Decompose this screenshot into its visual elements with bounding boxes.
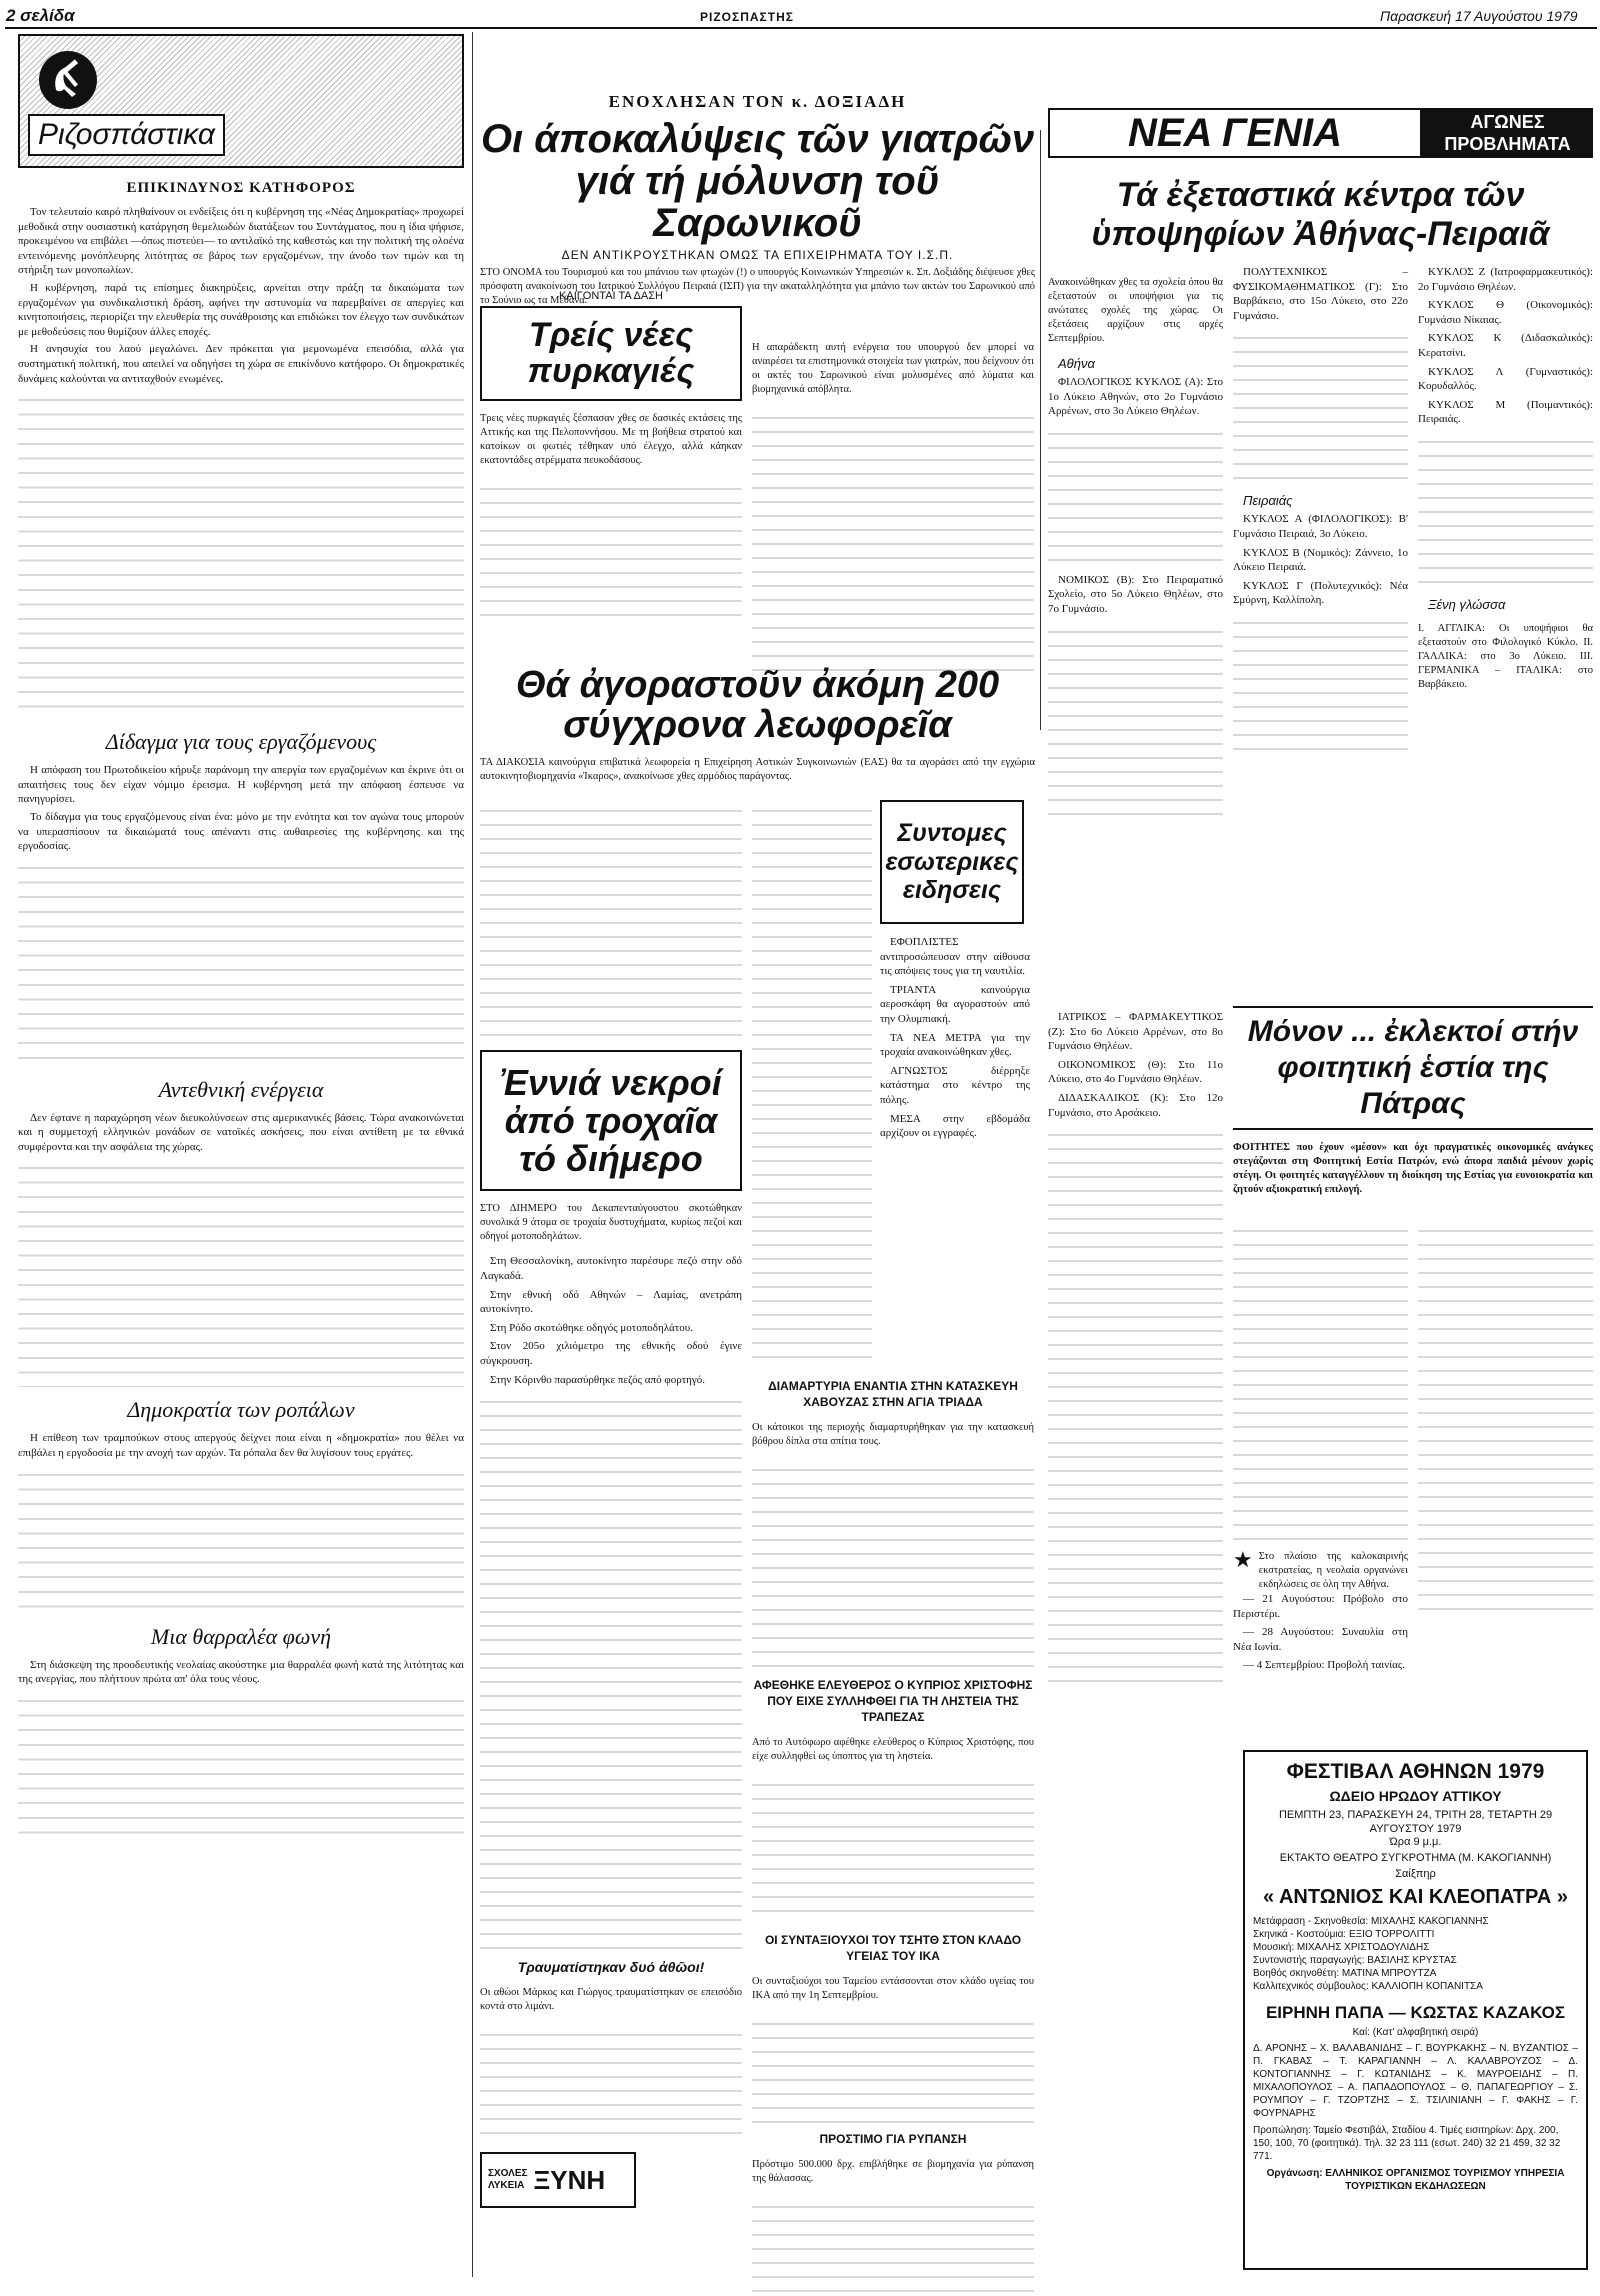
- student-body-a: [1233, 1220, 1408, 1540]
- circle-item: ΚΥΚΛΟΣ Ζ (Ιατροφαρμακευτικός): 2ο Γυμνάσιο Θηλέων.: [1418, 266, 1593, 293]
- deaths-headline-box: [480, 1050, 742, 1191]
- foreign-paragraph: Ι. ΑΓΓΛΙΚΑ: Οι υποψήφιοι θα εξεταστούν στο Φιλολογικό Κύκλο. ΙΙ. ΓΑΛΛΙΚΑ: στο 3ο Λύκειο. ΙΙΙ. ΓΕΡΜΑΝΙΚΑ – ΙΤΑΛΙΚΑ: στο Βαρβάκειο.: [1418, 623, 1593, 691]
- short-news-title: Συντομες εσωτερικες ειδησεις: [885, 818, 1019, 905]
- credit-line: Μετάφραση - Σκηνοθεσία: ΜΙΧΑΛΗΣ ΚΑΚΟΓΙΑΝΝΗΣ: [1253, 1916, 1489, 1927]
- text-block: [1233, 327, 1408, 487]
- news-item: ΑΓΝΩΣΤΟΣ διέρρηξε κατάστημα στο κέντρο της πόλης.: [880, 1064, 1030, 1106]
- column-right-a: [1048, 265, 1223, 821]
- news-item: ΕΦΟΠΛΙΣΤΕΣ αντιπροσώπευσαν στην αίθουσα τις απόψεις τους για τη ναυτιλία.: [880, 936, 1030, 978]
- text-block: [752, 1774, 1034, 1924]
- fires-kicker: ΚΑΙΓΟΝΤΑΙ ΤΑ ΔΑΣΗ: [559, 290, 663, 302]
- editorial-paragraph: Η κυβέρνηση, παρά τις επίσημες διακηρύξεις, αρνείται στην πράξη τα δικαιώματα των εργαζομένων για συνδικαλιστική δράση, αφήνει την αστυνομία να παρεμβαίνει σε απεργίες και κινητοποιήσεις, περιορίζει την ελευθερία της συνάθροισης και επιδιώκει τον έλεγχο των συνδικάτων με μεθοδεύσεις που θυμίζουν άλλες εποχές.: [18, 281, 464, 338]
- buses-article: [480, 660, 1035, 795]
- hammer-sickle-icon: [38, 50, 98, 110]
- circle-item: ΔΙΔΑΣΚΑΛΙΚΟΣ (Κ): Στο 12ο Γυμνάσιο, στο Αρσάκειο.: [1048, 1091, 1223, 1119]
- banner-tag-2: ΠΡΟΒΛΗΜΑΤΑ: [1444, 134, 1571, 154]
- text-block: [752, 2013, 1034, 2123]
- banner-tag-1: ΑΓΩΝΕΣ: [1470, 112, 1545, 132]
- accident-item: Στην Κόρινθο παρασύρθηκε πεζός από φορτηγό.: [490, 1373, 705, 1386]
- short-news-list: [880, 935, 1030, 1145]
- foreign-heading: Ξένη γλώσσα: [1428, 596, 1506, 612]
- fires-headline-box: [480, 306, 742, 401]
- editorial-headline: ΕΠΙΚΙΝΔΥΝΟΣ ΚΑΤΗΦΟΡΟΣ: [126, 180, 356, 196]
- paragraph: Δεν έφτανε η παραχώρηση νέων διευκολύνσεων στις αμερικανικές βάσεις. Τώρα ανακοινώνεται και η συμμετοχή ελληνικών μονάδων σε νατοϊκές ασκήσεις, που είναι αντίθετη με τα εθνικά συμφέροντα και την ασφάλεια της χώρας.: [18, 1111, 464, 1153]
- headline-subtitle: ΔΕΝ ΑΝΤΙΚΡΟΥΣΤΗΚΑΝ ΟΜΩΣ ΤΑ ΕΠΙΧΕΙΡΗΜΑΤΑ ΤΟΥ Ι.Σ.Π.: [561, 248, 954, 262]
- banner-title: ΝΕΑ ΓΕΝΙΑ: [1048, 108, 1422, 158]
- column-center-right: [752, 330, 1034, 677]
- short-news-box: [880, 800, 1024, 924]
- circle-item: ΝΟΜΙΚΟΣ (Β): Στο Πειραματικό Σχολείο, στο 5ο Λύκειο Θηλέων, στο 7ο Γυμνάσιο.: [1048, 573, 1223, 615]
- ika-headline: ΟΙ ΣΥΝΤΑΞΙΟΥΧΟΙ ΤΟΥ ΤΣΗΤΘ ΣΤΟΝ ΚΛΑΔΟ ΥΓΕΙΑΣ ΤΟΥ ΙΚΑ: [764, 1933, 1022, 1963]
- demo-headline: ΔΙΑΜΑΡΤΥΡΙΑ ΕΝΑΝΤΙΑ ΣΤΗΝ ΚΑΤΑΣΚΕΥΗ ΧΑΒΟΥΖΑΣ ΣΤΗΝ ΑΓΙΑ ΤΡΙΑΔΑ: [768, 1379, 1018, 1409]
- text-block: [18, 389, 464, 719]
- event-item: — 28 Αυγούστου: Συναυλία στη Νέα Ιωνία.: [1233, 1626, 1408, 1653]
- buses-lead: ΤΑ ΔΙΑΚΟΣΙΑ καινούργια επιβατικά λεωφορεία η Επιχείρηση Αστικών Συγκοινωνιών (ΕΑΣ) θα τα αγοράσει από την εγχώρια αυτοκινητοβιομηχανία «Ίκαρος», ανακοίνωσε χθες αρμόδιος παράγοντας.: [480, 757, 1035, 783]
- editorial-paragraph: Τον τελευταίο καιρό πληθαίνουν οι ενδείξεις ότι η κυβέρνηση της «Νέας Δημοκρατίας» προχωρεί μεθοδικά στην ουσιαστική κατάργηση θεμελιωδών διατάξεων του Συντάγματος, που η ίδια ψήφισε, προκειμένου να επιβάλει —όπως πιστεύει— το αντιλαϊκό της καθεστώς και την πολιτική της ολοένα εντεινόμενης μονόπλευρης λιτότητας σε βάρος των εργαζομένων, την άνοδο των τιμών και τη στήριξη των μονοπωλίων.: [18, 206, 464, 277]
- exam-headline: Τά ἐξεταστικά κέντρα τῶν ὑποψηφίων Ἀθήνας-Πειραιᾶ: [1091, 176, 1550, 254]
- logo-wordmark: Ριζοσπάστικα: [28, 114, 225, 156]
- festival-dates: ΠΕΜΠΤΗ 23, ΠΑΡΑΣΚΕΥΗ 24, ΤΡΙΤΗ 28, ΤΕΤΑΡΤΗ 29 ΑΥΓΟΥΣΤΟΥ 1979: [1278, 1809, 1553, 1835]
- fine-paragraph: Πρόστιμο 500.000 δρχ. επιβλήθηκε σε βιομηχανία για ρύπανση της θάλασσας.: [752, 2158, 1034, 2184]
- events-intro: Στο πλαίσιο της καλοκαιρινής εκστρατείας, η νεολαία οργανώνει εκδηλώσεις σε όλη την Αθήνα.: [1258, 1551, 1408, 1590]
- section-heading: Δίδαγμα για τους εργαζόμενους: [105, 729, 377, 755]
- exam-centers-article: [1048, 170, 1593, 260]
- saronikos-continued: Η απαράδεκτη αυτή ενέργεια του υπουργού δεν μπορεί να αναιρέσει τα επιστημονικά στοιχεία των γιατρών, που δείχνουν ότι οι ακτές του Σαρωνικού είναι μολυσμένες από λύματα και βιομηχανικά απόβλητα.: [752, 341, 1034, 395]
- text-block: [1048, 621, 1223, 821]
- text-block: [1233, 612, 1408, 762]
- city-heading: Αθήνα: [1058, 356, 1095, 371]
- injured-paragraph: Οι αθώοι Μάρκος και Γιώργος τραυματίστηκαν σε επεισόδιο κοντά στο λιμάνι.: [480, 1986, 742, 2012]
- festival-venue: ΩΔΕΙΟ ΗΡΩΔΟΥ ΑΤΤΙΚΟΥ: [1329, 1788, 1502, 1804]
- deaths-lead: ΣΤΟ ΔΙΗΜΕΡΟ του Δεκαπενταύγουστου σκοτώθηκαν συνολικά 9 άτομα σε τροχαία δυστυχήματα, κυρίως πεζοί και οδηγοί μοτοποδηλάτων.: [480, 1202, 742, 1242]
- text-block: [480, 1391, 742, 1951]
- page-number: 2 σελίδα: [6, 6, 75, 25]
- circle-item: ΚΥΚΛΟΣ Γ (Πολυτεχνικός): Νέα Σμύρνη, Καλλίπολη.: [1233, 579, 1408, 607]
- circle-item: ΚΥΚΛΟΣ Λ (Γυμναστικός): Κορυδαλλός.: [1418, 365, 1593, 393]
- column-divider: [1040, 130, 1041, 730]
- text-block: [752, 2196, 1034, 2296]
- released-headline: ΑΦΕΘΗΚΕ ΕΛΕΥΘΕΡΟΣ Ο ΚΥΠΡΙΟΣ ΧΡΙΣΤΟΦΗΣ ΠΟΥ ΕΙΧΕ ΣΥΛΛΗΦΘΕΙ ΓΙΑ ΤΗ ΛΗΣΤΕΙΑ ΤΗΣ ΤΡΑΠΕΖΑΣ: [753, 1678, 1033, 1724]
- paper-name: ΡΙΖΟΣΠΑΣΤΗΣ: [700, 10, 794, 24]
- saronikos-article: [480, 92, 1035, 312]
- masthead-rule: [5, 27, 1597, 29]
- injured-heading: Τραυματίστηκαν δυό ἀθῶοι!: [517, 1959, 705, 1976]
- section-heading: Αντεθνική ενέργεια: [158, 1076, 324, 1102]
- released-paragraph: Από το Αυτόφωρο αφέθηκε ελεύθερος ο Κύπριος Χριστόφης, που είχε συλληφθεί ως ύποπτος για τη ληστεία.: [752, 1736, 1034, 1762]
- paragraph: Η επίθεση των τραμπούκων στους απεργούς δείχνει ποια είναι η «δημοκρατία» που θέλει να επιβάλει η εργοδοσία με την ανοχή των αρχών. Τα ρόπαλα δεν θα λυγίσουν τους εργάτες.: [18, 1432, 464, 1460]
- text-block: [1048, 423, 1223, 573]
- editorial-paragraph: Η ανησυχία του λαού μεγαλώνει. Δεν πρόκειται για μεμονωμένα επεισόδια, αλλά για συστηματική πολιτική, που απειλεί να οδηγήσει τη χώρα σε επικίνδυνο κατήφορο. Οι δημοκρατικές δυνάμεις καλούνται να αντιταχθούν ενωμένες.: [18, 343, 464, 385]
- school-ad: [480, 2152, 636, 2208]
- news-item: ΜΕΣΑ στην εβδομάδα αρχίζουν οι εγγραφές.: [880, 1112, 1030, 1140]
- festival-ad: [1243, 1750, 1588, 2270]
- youth-events: [1233, 1550, 1408, 1677]
- deaths-headline: Ἐννιά νεκροί ἀπό τροχαῖα τό διήμερο: [500, 1062, 722, 1179]
- event-item: — 4 Σεπτεμβρίου: Προβολή ταινίας.: [1243, 1659, 1406, 1672]
- accident-item: Στην εθνική οδό Αθηνών – Λαμίας, ανετράπη αυτοκίνητο.: [480, 1288, 742, 1316]
- festival-company: ΕΚΤΑΚΤΟ ΘΕΑΤΡΟ ΣΥΓΚΡΟΤΗΜΑ (Μ. ΚΑΚΟΓΙΑΝΝΗ): [1279, 1852, 1552, 1864]
- circle-item: ΦΙΛΟΛΟΓΙΚΟΣ ΚΥΚΛΟΣ (Α): Στο 1ο Λύκειο Αθηνών, στο 2ο Γυμνάσιο Αρρένων, στο 3ο Λύκειο Θηλέων.: [1048, 376, 1223, 418]
- section-heading: Μια θαρραλέα φωνή: [150, 1623, 332, 1649]
- banner-tag: [1422, 108, 1593, 158]
- exam-intro: Ανακοινώθηκαν χθες τα σχολεία όπου θα εξεταστούν οι υποψήφιοι για τις ανώτατες σχολές της χώρας. Οι εξετάσεις αρχίζουν στις αρχές Σεπτεμβρίου.: [1048, 276, 1223, 344]
- credit-line: Βοηθός σκηνοθέτη: ΜΑΤΙΝΑ ΜΠΡΟΥΤΖΑ: [1253, 1968, 1437, 1979]
- buses-headline: Θά ἀγοραστοῦν ἀκόμη 200 σύγχρονα λεωφορεῖα: [515, 664, 1000, 746]
- paragraph: Στη διάσκεψη της προοδευτικής νεολαίας ακούστηκε μια θαρραλέα φωνή κατά της λιτότητας και της ανεργίας, που πλήττουν πρώτα απ' όλα τους νέους.: [18, 1658, 464, 1686]
- cast-intro: Καί: (Κατ' αλφαβητική σειρά): [1352, 2027, 1479, 2038]
- ad-label: ΣΧΟΛΕΣ: [488, 2168, 528, 2180]
- news-item: ΤΑ ΝΕΑ ΜΕΤΡΑ για την τροχαία ανακοινώθηκαν χθες.: [880, 1031, 1030, 1059]
- circle-item: ΟΙΚΟΝΟΜΙΚΟΣ (Θ): Στο 11ο Λύκειο, στο 4ο Γυμνάσιο Θηλέων.: [1048, 1058, 1223, 1086]
- fires-paragraph: Τρεις νέες πυρκαγιές ξέσπασαν χθες σε δασικές εκτάσεις της Αττικής και της Πελοποννήσου. Με τη βοήθεια στρατού και κατοίκων οι φωτιές τέθηκαν υπό έλεγχο, αλλά κάηκαν εκατοντάδες στρέμματα πευκοδάσους.: [480, 412, 742, 466]
- news-item: ΤΡΙΑΝΤΑ καινούργια αεροσκάφη θα αγοραστούν από την Ολυμπιακή.: [880, 983, 1030, 1025]
- paragraph: Η απόφαση του Πρωτοδικείου κήρυξε παράνομη την απεργία των εργαζομένων και έκρινε ότι οι απαιτήσεις τους δεν είχαν νόμιμο έρεισμα. Η κυβέρνηση μετά την απόφαση έσπευσε να πανηγυρίσει.: [18, 764, 464, 806]
- buses-body-a: [480, 800, 742, 1040]
- circle-item: ΚΥΚΛΟΣ Θ (Οικονομικός): Γυμνάσιο Νίκαιας.: [1418, 299, 1593, 326]
- lead-paragraph: ΣΤΟ ΟΝΟΜΑ του Τουρισμού και του μπάνιου των φτωχών (!) ο υπουργός Κοινωνικών Υπηρεσιών κ. Σπ. Δοξιάδης διέψευσε χθες πρόσφατη ανακοίνωση του Ιατρικού Συλλόγου Πειραιά (ΙΣΠ) για την ακαταλληλότητα για μπάνιο των ακτών του Σαρωνικού από το Σούνιο ως τα Μέθανα.: [480, 267, 1035, 306]
- column-left: [18, 34, 464, 1840]
- festival-play: « ΑΝΤΩΝΙΟΣ ΚΑΙ ΚΛΕΟΠΑΤΡΑ »: [1263, 1886, 1568, 1908]
- accident-item: Στη Θεσσαλονίκη, αυτοκίνητο παρέσυρε πεζό στην οδό Λαγκαδά.: [480, 1255, 742, 1282]
- festival-stars: ΕΙΡΗΝΗ ΠΑΠΑ — ΚΩΣΤΑΣ ΚΑΖΑΚΟΣ: [1265, 2003, 1566, 2022]
- ad-name: ΞΥΝΗ: [533, 2164, 606, 2195]
- festival-title: ΦΕΣΤΙΒΑΛ ΑΘΗΝΩΝ 1979: [1286, 1760, 1545, 1783]
- credit-line: Σκηνικά - Κοστούμια: ΕΞΙΟ ΤΟΡΡΟΛΙΤΤΙ: [1253, 1929, 1435, 1940]
- student-hostel-article: [1233, 1000, 1593, 1207]
- festival-tickets: Προπώληση: Ταμείο Φεστιβάλ, Σταδίου 4. Τιμές εισιτηρίων: Δρχ. 200, 150, 100, 70 (φοιτητικά). Τηλ. 32 23 111 (εσωτ. 240) 32 21 459, 32 32 771.: [1253, 2125, 1561, 2162]
- credit-line: Καλλιτεχνικός σύμβουλος: ΚΑΛΛΙΟΠΗ ΚΟΠΑΝΙΤΣΑ: [1253, 1981, 1483, 1992]
- column-divider: [472, 32, 473, 2277]
- student-body-b: [1418, 1220, 1593, 1620]
- exam-continued: [1048, 1010, 1223, 1684]
- text-block: [1418, 431, 1593, 591]
- festival-cast: Δ. ΑΡΟΝΗΣ – Χ. ΒΑΛΑΒΑΝΙΔΗΣ – Γ. ΒΟΥΡΚΑΚΗΣ – Ν. ΒΥΖΑΝΤΙΟΣ – Π. ΓΚΑΒΑΣ – Τ. ΚΑΡΑΓΙΑΝΝΗ – Λ. ΚΑΛΑΒΡΟΥΖΟΣ – Δ. ΚΟΝΤΟΓΙΑΝΝΗΣ – Γ. ΚΩΤΑΝΙΔΗΣ – Κ. ΜΑΥΡΟΕΙΔΗΣ – Π. ΜΙΧΑΛΟΠΟΥΛΟΣ – Α. ΠΑΠΑΔΟΠΟΥΛΟΣ – Θ. ΠΑΠΑΓΕΩΡΓΙΟΥ – Σ. ΡΟΥΜΠΟΥ – Γ. ΤΖΟΡΤΖΗΣ – Σ. ΤΣΙΛΙΝΙΑΝΗ – Γ. ΦΑΚΗΣ – Γ. ΦΟΥΡΝΑΡΗΣ: [1253, 2043, 1578, 2119]
- buses-body-b: [752, 800, 872, 1360]
- festival-time: Ώρα 9 μ.μ.: [1389, 1836, 1442, 1848]
- circle-item: ΚΥΚΛΟΣ Α (ΦΙΛΟΛΟΓΙΚΟΣ): Β' Γυμνάσιο Πειραιά, 3ο Λύκειο.: [1233, 513, 1408, 540]
- student-lead: ΦΟΙΤΗΤΕΣ που έχουν «μέσον» και όχι πραγματικές οικονομικές ανάγκες στεγάζονται στη Φοιτητική Εστία Πατρών, ενώ άπορα παιδιά μένουν χωρίς στέγη. Οι φοιτητές καταγγέλλουν τη διοίκηση της Εστίας για ευνοιοκρατία και ζητούν αξιοκρατική επιλογή.: [1233, 1141, 1593, 1195]
- kicker: ΕΝΟΧΛΗΣΑΝ ΤΟΝ κ. ΔΟΞΙΑΔΗ: [608, 92, 907, 111]
- ad-sub: ΛΥΚΕΙΑ: [488, 2180, 525, 2192]
- fine-headline: ΠΡΟΣΤΙΜΟ ΓΙΑ ΡΥΠΑΝΣΗ: [819, 2132, 967, 2146]
- event-item: — 21 Αυγούστου: Πρόβολο στο Περιστέρι.: [1233, 1593, 1408, 1620]
- ika-paragraph: Οι συνταξιούχοι του Ταμείου εντάσσονται στον κλάδο υγείας του ΙΚΑ από την 1η Σεπτεμβρίου.: [752, 1975, 1034, 2001]
- fires-headline: Τρείς νέες πυρκαγιές: [527, 316, 695, 390]
- demo-paragraph: Οι κάτοικοι της περιοχής διαμαρτυρήθηκαν για την κατασκευή βόθρου δίπλα στα σπίτια τους.: [752, 1421, 1034, 1447]
- circle-item: ΙΑΤΡΙΚΟΣ – ΦΑΡΜΑΚΕΥΤΙΚΟΣ (Ζ): Στο 6ο Λύκειο Αρρένων, στο 8ο Γυμνάσιο Θηλέων.: [1048, 1011, 1223, 1053]
- circle-item: ΠΟΛΥΤΕΧΝΙΚΟΣ – ΦΥΣΙΚΟΜΑΘΗΜΑΤΙΚΟΣ (Γ): Στο Βαρβάκειο, στο 15ο Λύκειο, στο 22ο Γυμνάσιο.: [1233, 266, 1408, 322]
- column-center-right-lower: [752, 1370, 1034, 2296]
- text-block: [1048, 1124, 1223, 1684]
- text-block: [752, 407, 1034, 677]
- text-block: [480, 2024, 742, 2144]
- text-block: [18, 1464, 464, 1614]
- star-icon: ★: [1233, 1548, 1253, 1573]
- festival-author: Σαίξπηρ: [1395, 1868, 1436, 1880]
- rizospastika-logo: [18, 34, 464, 168]
- column-center-left: [480, 290, 742, 618]
- nea-genia-banner: [1048, 108, 1593, 158]
- deaths-article: [480, 1050, 742, 2208]
- accident-item: Στη Ρόδο σκοτώθηκε οδηγός μοτοποδηλάτου.: [490, 1321, 693, 1334]
- text-block: [18, 1157, 464, 1387]
- accident-item: Στον 205ο χιλιόμετρο της εθνικής οδού έγινε σύγκρουση.: [480, 1340, 742, 1367]
- section-heading: Δημοκρατία των ροπάλων: [127, 1397, 355, 1423]
- main-headline: Οι άποκαλύψεις τῶν γιατρῶν γιά τή μόλυνση τοῦ Σαρωνικοῦ: [480, 117, 1035, 245]
- text-block: [18, 1690, 464, 1840]
- column-right-b: [1233, 265, 1408, 762]
- circle-item: ΚΥΚΛΟΣ Β (Νομικός): Ζάννειο, 1ο Λύκειο Πειραιά.: [1233, 546, 1408, 574]
- student-headline: Μόνον ... ἐκλεκτοί στήν φοιτητική ἑστία της Πάτρας: [1233, 1006, 1593, 1130]
- city-heading: Πειραιάς: [1243, 493, 1293, 509]
- issue-date: Παρασκευή 17 Αυγούστου 1979: [1380, 8, 1578, 24]
- credit-line: Συντονιστής παραγωγής: ΒΑΣΙΛΗΣ ΚΡΥΣΤΑΣ: [1253, 1955, 1457, 1966]
- circle-item: ΚΥΚΛΟΣ Μ (Ποιμαντικός): Πειραιάς.: [1418, 398, 1593, 426]
- circle-item: ΚΥΚΛΟΣ Κ (Διδασκαλικός): Κερατσίνι.: [1418, 332, 1593, 359]
- paragraph: Το δίδαγμα για τους εργαζόμενους είναι ένα: μόνο με την ενότητα και τον αγώνα τους μπορούν να υπερασπίσουν τα δικαιώματά τους απέναντι στις αυθαιρεσίες της κυβέρνησης και της εργοδοσίας.: [18, 810, 464, 853]
- text-block: [18, 857, 464, 1067]
- credit-line: Μουσική: ΜΙΧΑΛΗΣ ΧΡΙΣΤΟΔΟΥΛΙΔΗΣ: [1253, 1942, 1430, 1953]
- column-right-c: [1418, 265, 1593, 703]
- text-block: [752, 1459, 1034, 1669]
- text-block: [480, 478, 742, 618]
- festival-organizer: Οργάνωση: ΕΛΛΗΝΙΚΟΣ ΟΡΓΑΝΙΣΜΟΣ ΤΟΥΡΙΣΜΟΥ ΥΠΗΡΕΣΙΑ ΤΟΥΡΙΣΤΙΚΩΝ ΕΚΔΗΛΩΣΕΩΝ: [1266, 2168, 1565, 2192]
